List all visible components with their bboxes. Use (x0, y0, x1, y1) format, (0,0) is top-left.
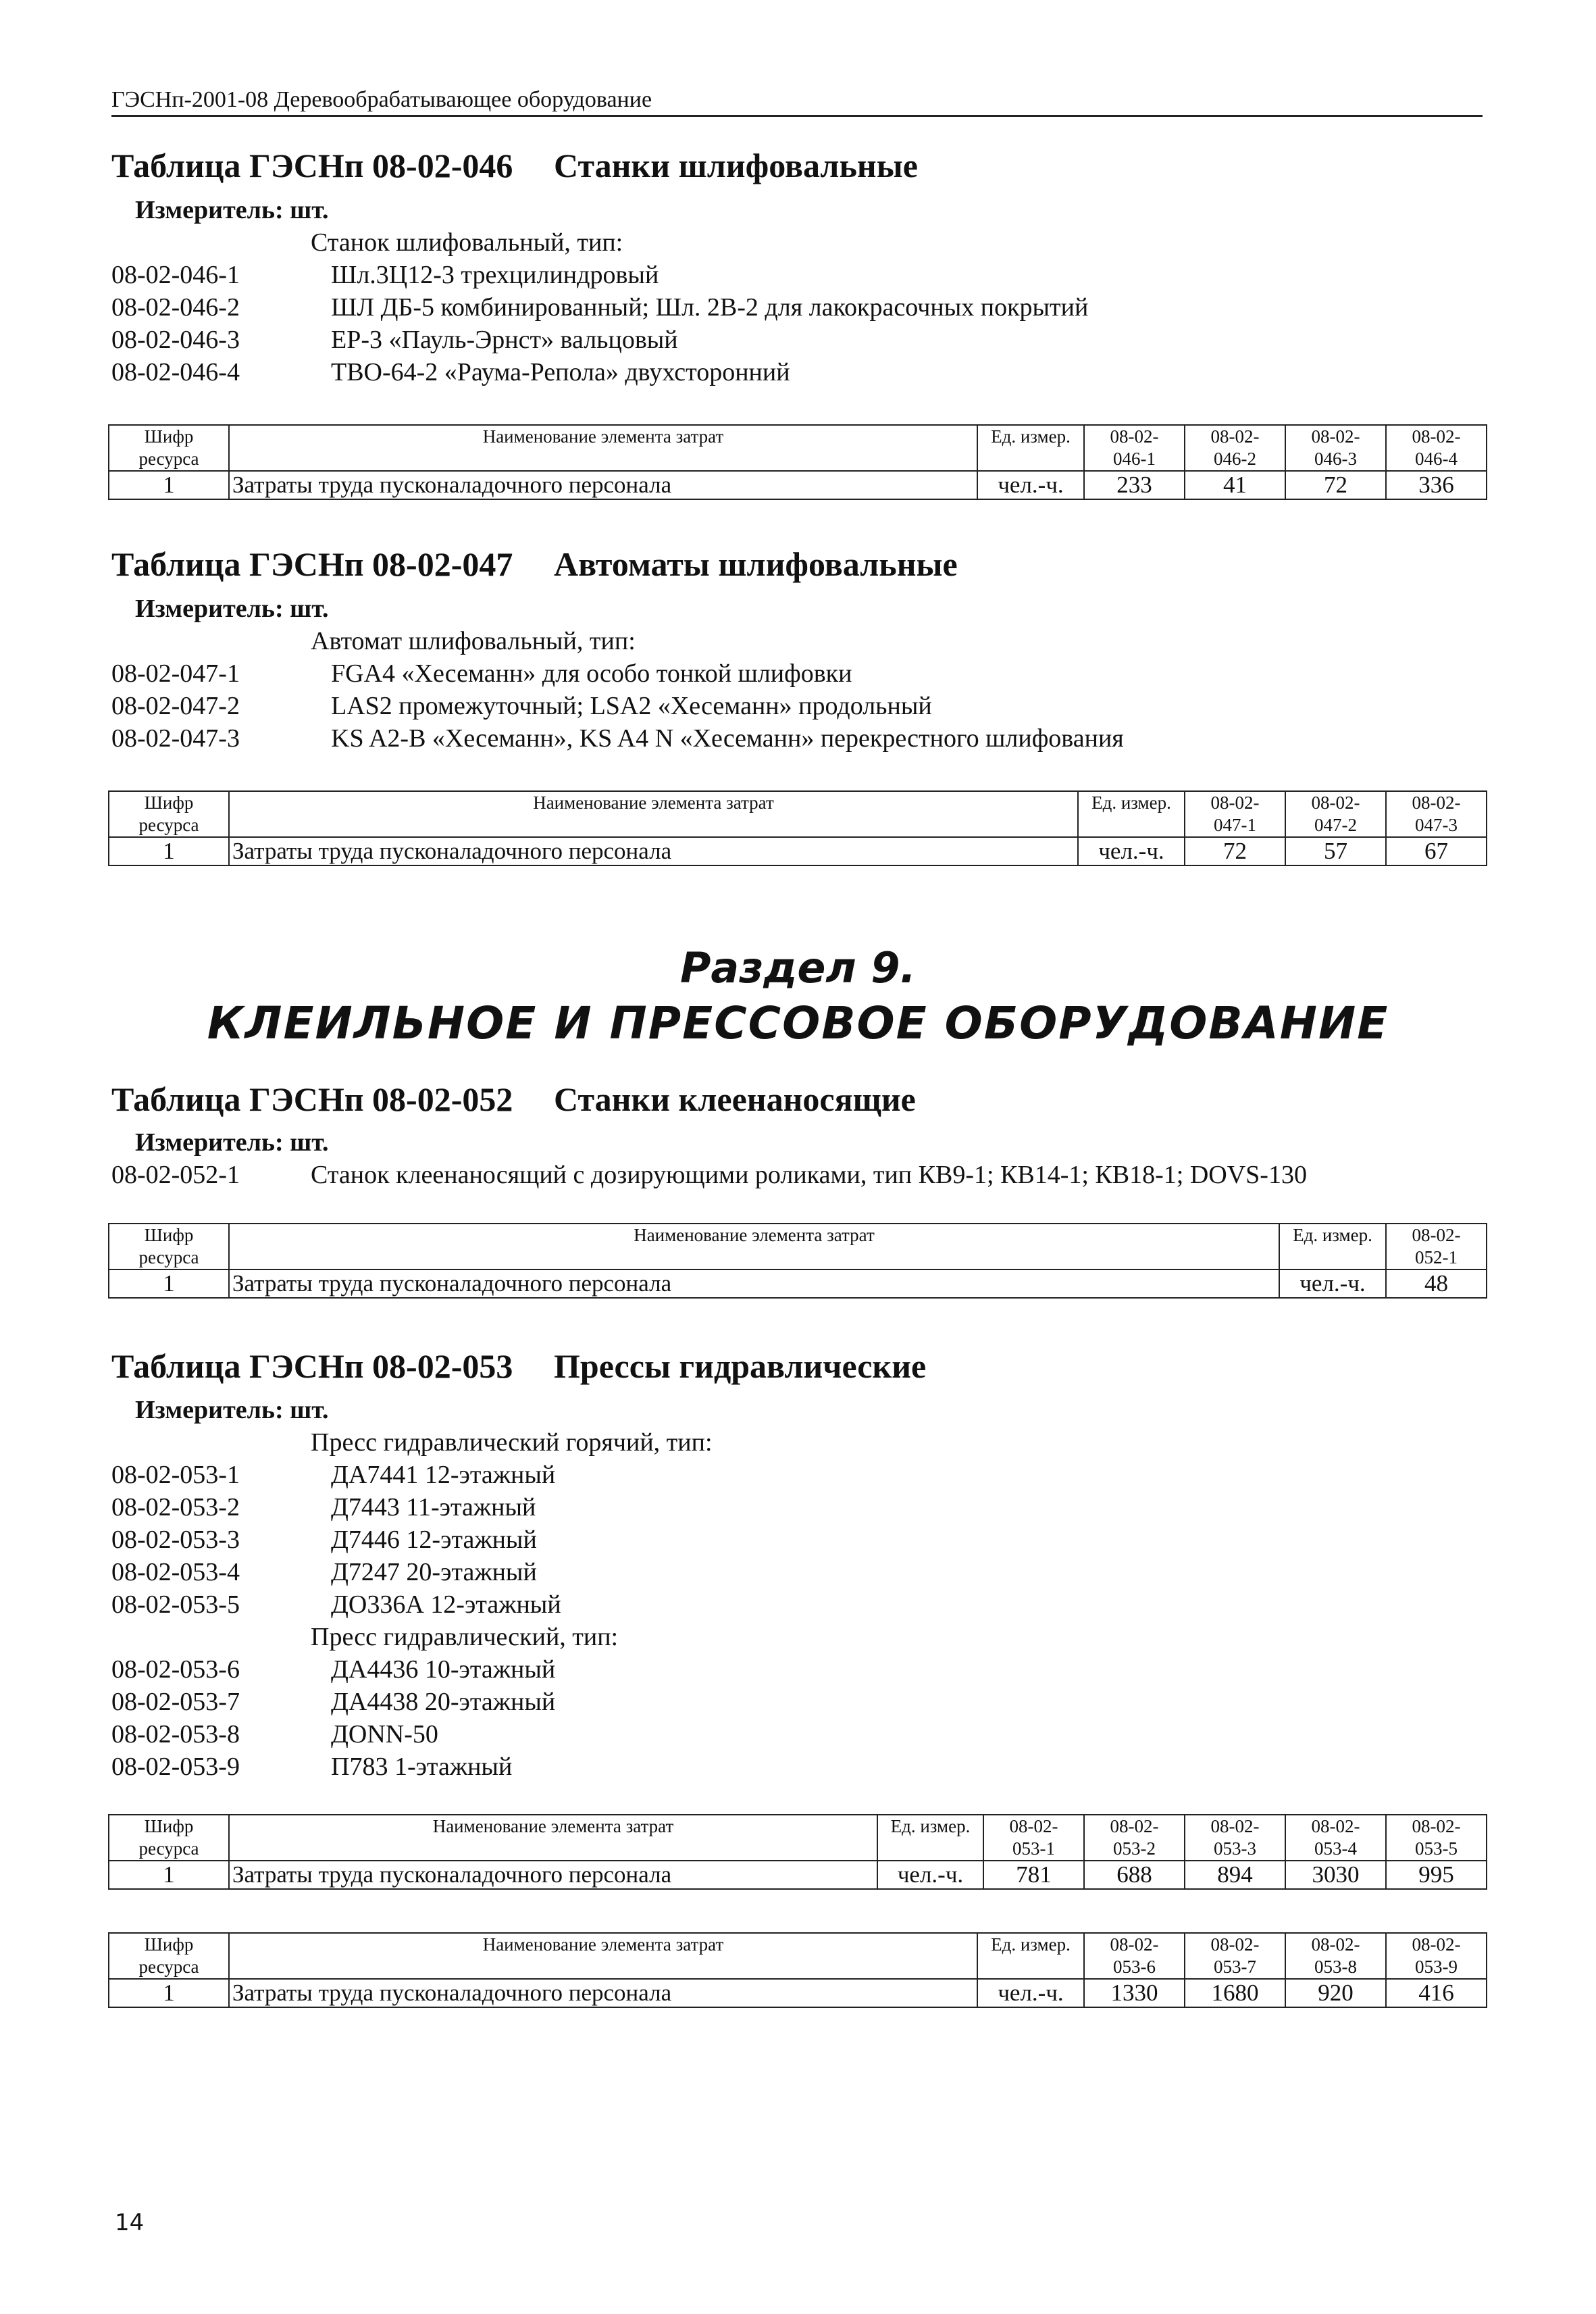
table-047-title: Таблица ГЭСНп 08-02-047 (111, 545, 513, 583)
item-code: 08-02-053-8 (111, 1720, 240, 1749)
table-052-heading (111, 1079, 916, 1120)
header-unit: Ед. измер. (977, 1933, 1084, 1979)
table-header-row (109, 1815, 1487, 1861)
cell-value: 995 (1386, 1861, 1487, 1889)
cell-unit: чел.-ч. (1078, 837, 1185, 865)
header-col: 08-02- 053-5 (1386, 1815, 1487, 1861)
item-code: 08-02-047-2 (111, 692, 240, 720)
header-code: Шифр ресурса (109, 1933, 229, 1979)
cell-code: 1 (109, 1269, 229, 1298)
cell-code: 1 (109, 1979, 229, 2007)
table-053-heading (111, 1346, 927, 1386)
item-desc: П783 1-этажный (331, 1753, 513, 1781)
item-desc: ДА4438 20-этажный (331, 1688, 556, 1716)
cell-value: 1330 (1084, 1979, 1185, 2007)
header-unit: Ед. измер. (877, 1815, 983, 1861)
header-unit: Ед. измер. (1279, 1224, 1386, 1269)
header-name: Наименование элемента затрат (229, 1224, 1279, 1269)
item-desc: KS A2-B «Хесеманн», KS A4 N «Хесеманн» перекрестного шлифования (331, 724, 1124, 753)
cell-value: 1680 (1185, 1979, 1285, 2007)
table-053-lead-2: Пресс гидравлический, тип: (311, 1623, 619, 1651)
header-name: Наименование элемента затрат (229, 791, 1078, 837)
header-col: 08-02- 047-2 (1285, 791, 1386, 837)
item-code: 08-02-053-7 (111, 1688, 240, 1716)
cell-value: 67 (1386, 837, 1487, 865)
item-code: 08-02-047-3 (111, 724, 240, 753)
cell-value: 688 (1084, 1861, 1185, 1889)
item-desc: LAS2 промежуточный; LSA2 «Хесеманн» продольный (331, 692, 932, 720)
header-col: 08-02- 053-2 (1084, 1815, 1185, 1861)
table-053-lead-1: Пресс гидравлический горячий, тип: (311, 1428, 713, 1457)
resource-table-047 (108, 790, 1487, 866)
header-col: 08-02- 053-3 (1185, 1815, 1285, 1861)
cell-value: 416 (1386, 1979, 1487, 2007)
section-title: КЛЕИЛЬНОЕ И ПРЕССОВОЕ ОБОРУДОВАНИЕ (207, 997, 1389, 1049)
table-052-measure: Измеритель: шт. (135, 1128, 329, 1157)
resource-table-052 (108, 1223, 1487, 1299)
cell-value: 781 (983, 1861, 1084, 1889)
cell-code: 1 (109, 1861, 229, 1889)
header-col: 08-02- 053-9 (1386, 1933, 1487, 1979)
item-desc: Д7443 11-этажный (331, 1493, 536, 1521)
cell-name: Затраты труда пусконаладочного персонала (229, 471, 977, 499)
item-desc: ДА4436 10-этажный (331, 1655, 556, 1684)
header-col: 08-02- 046-2 (1185, 425, 1285, 471)
page-number: 14 (115, 2209, 145, 2236)
header-code: Шифр ресурса (109, 1815, 229, 1861)
table-053-title: Таблица ГЭСНп 08-02-053 (111, 1347, 513, 1385)
table-046-measure: Измеритель: шт. (135, 196, 329, 224)
item-desc: FGA4 «Хесеманн» для особо тонкой шлифовки (331, 659, 852, 688)
item-code: 08-02-053-5 (111, 1590, 240, 1619)
cell-value: 48 (1386, 1269, 1487, 1298)
item-desc: ДОNN-50 (331, 1720, 438, 1749)
item-desc: Станок клеенаносящий с дозирующими роликами, тип КВ9-1; КВ14-1; КВ18-1; DOVS-130 (311, 1161, 1307, 1189)
item-desc: ДО336А 12-этажный (331, 1590, 561, 1619)
table-row (109, 837, 1487, 865)
table-052-title: Таблица ГЭСНп 08-02-052 (111, 1080, 513, 1118)
table-header-row (109, 1224, 1487, 1269)
table-046-name: Станки шлифовальные (554, 147, 918, 184)
cell-name: Затраты труда пусконаладочного персонала (229, 1269, 1279, 1298)
header-col: 08-02- 047-3 (1386, 791, 1487, 837)
table-row (109, 471, 1487, 499)
cell-value: 336 (1386, 471, 1487, 499)
cell-value: 894 (1185, 1861, 1285, 1889)
header-name: Наименование элемента затрат (229, 425, 977, 471)
table-053-name: Прессы гидравлические (554, 1347, 927, 1385)
table-046-heading (111, 145, 918, 186)
cell-unit: чел.-ч. (977, 471, 1084, 499)
table-header-row (109, 425, 1487, 471)
item-code: 08-02-053-2 (111, 1493, 240, 1521)
item-desc: Д7446 12-этажный (331, 1526, 537, 1554)
table-row (109, 1269, 1487, 1298)
cell-name: Затраты труда пусконаладочного персонала (229, 837, 1078, 865)
cell-name: Затраты труда пусконаладочного персонала (229, 1979, 977, 2007)
item-desc: ШЛ ДБ-5 комбинированный; Шл. 2В-2 для лакокрасочных покрытий (331, 293, 1089, 322)
cell-code: 1 (109, 837, 229, 865)
header-col: 08-02- 053-1 (983, 1815, 1084, 1861)
header-code: Шифр ресурса (109, 1224, 229, 1269)
table-row (109, 1861, 1487, 1889)
cell-value: 920 (1285, 1979, 1386, 2007)
header-name: Наименование элемента затрат (229, 1815, 877, 1861)
header-col: 08-02- 052-1 (1386, 1224, 1487, 1269)
cell-value: 57 (1285, 837, 1386, 865)
item-desc: Шл.3Ц12-3 трехцилиндровый (331, 261, 659, 289)
item-code: 08-02-052-1 (111, 1161, 240, 1189)
table-047-measure: Измеритель: шт. (135, 595, 329, 623)
item-code: 08-02-053-9 (111, 1753, 240, 1781)
resource-table-053-1 (108, 1814, 1487, 1890)
header-unit: Ед. измер. (1078, 791, 1185, 837)
item-code: 08-02-053-6 (111, 1655, 240, 1684)
item-code: 08-02-046-2 (111, 293, 240, 322)
header-col: 08-02- 046-3 (1285, 425, 1386, 471)
header-code: Шифр ресурса (109, 425, 229, 471)
header-col: 08-02- 047-1 (1185, 791, 1285, 837)
item-code: 08-02-053-1 (111, 1461, 240, 1489)
resource-table-053-2 (108, 1932, 1487, 2008)
cell-code: 1 (109, 471, 229, 499)
item-code: 08-02-046-4 (111, 358, 240, 386)
cell-value: 41 (1185, 471, 1285, 499)
item-code: 08-02-046-1 (111, 261, 240, 289)
item-code: 08-02-046-3 (111, 326, 240, 354)
cell-name: Затраты труда пусконаладочного персонала (229, 1861, 877, 1889)
item-desc: ТВО-64-2 «Раума-Репола» двухсторонний (331, 358, 790, 386)
table-header-row (109, 791, 1487, 837)
cell-value: 3030 (1285, 1861, 1386, 1889)
table-052-name: Станки клеенаносящие (554, 1080, 916, 1118)
table-046-title: Таблица ГЭСНп 08-02-046 (111, 147, 513, 184)
cell-value: 72 (1285, 471, 1386, 499)
cell-value: 233 (1084, 471, 1185, 499)
header-unit: Ед. измер. (977, 425, 1084, 471)
cell-value: 72 (1185, 837, 1285, 865)
item-desc: Д7247 20-этажный (331, 1558, 537, 1586)
cell-unit: чел.-ч. (977, 1979, 1084, 2007)
running-header: ГЭСНп-2001-08 Деревообрабатывающее оборудование (111, 86, 1483, 117)
table-047-heading (111, 544, 958, 584)
item-code: 08-02-047-1 (111, 659, 240, 688)
header-code: Шифр ресурса (109, 791, 229, 837)
header-name: Наименование элемента затрат (229, 1933, 977, 1979)
table-046-lead: Станок шлифовальный, тип: (311, 228, 623, 257)
resource-table-046 (108, 424, 1487, 500)
header-col: 08-02- 053-7 (1185, 1933, 1285, 1979)
table-row (109, 1979, 1487, 2007)
header-col: 08-02- 053-6 (1084, 1933, 1185, 1979)
header-col: 08-02- 046-1 (1084, 425, 1185, 471)
table-053-measure: Измеритель: шт. (135, 1396, 329, 1424)
item-code: 08-02-053-3 (111, 1526, 240, 1554)
item-code: 08-02-053-4 (111, 1558, 240, 1586)
item-desc: ДА7441 12-этажный (331, 1461, 556, 1489)
cell-unit: чел.-ч. (877, 1861, 983, 1889)
table-047-lead: Автомат шлифовальный, тип: (311, 627, 636, 655)
table-047-name: Автоматы шлифовальные (554, 545, 958, 583)
header-col: 08-02- 053-4 (1285, 1815, 1386, 1861)
table-header-row (109, 1933, 1487, 1979)
cell-unit: чел.-ч. (1279, 1269, 1386, 1298)
section-number: Раздел 9. (679, 943, 917, 992)
header-col: 08-02- 053-8 (1285, 1933, 1386, 1979)
item-desc: ЕР-3 «Пауль-Эрнст» вальцовый (331, 326, 678, 354)
header-col: 08-02- 046-4 (1386, 425, 1487, 471)
